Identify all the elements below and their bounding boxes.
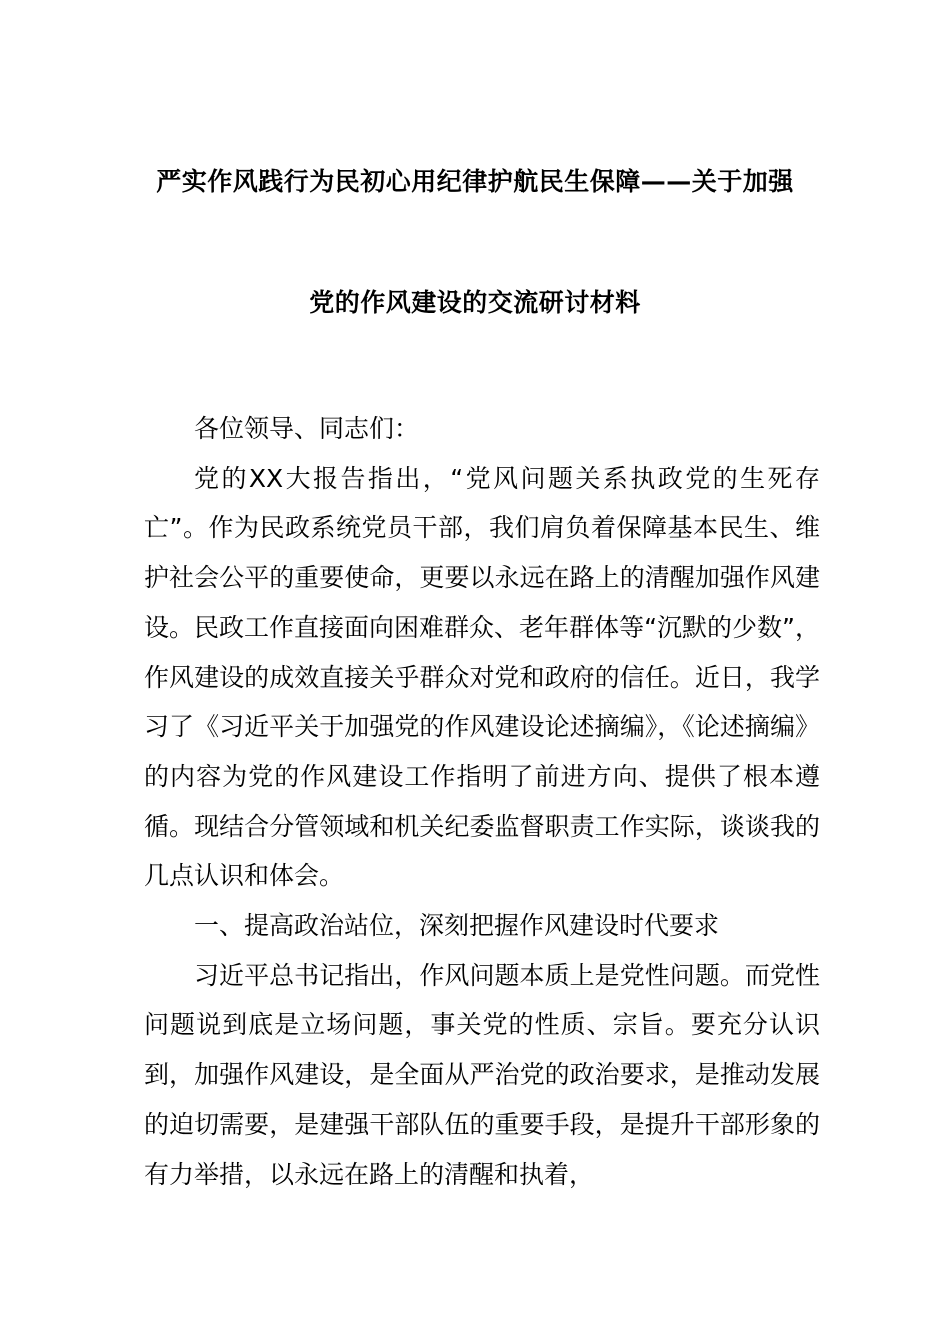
document-body — [144, 404, 820, 1199]
greeting: 各位领导、同志们： — [194, 414, 420, 443]
paragraph-section-1: 习近平总书记指出，作风问题本质上是党性问题。而党性问题说到底是立场问题，事关党的性质、宗旨。要充分认识到，加强作风建设，是全面从严治党的政治要求，是推动发展的迫切需要，是建强干部队伍的重要手段，是提升干部形象的有力举措，以永远在路上的清醒和执着， — [144, 960, 820, 1189]
paragraph-intro: 党的XX大报告指出，“党风问题关系执政党的生死存亡”。作为民政系统党员干部，我们肩负着保障基本民生、维护社会公平的重要使命，更要以永远在路上的清醒加强作风建设。民政工作直接面向困难群众、老年群体等“沉默的少数”，作风建设的成效直接关乎群众对党和政府的信任。近日，我学习了《习近平关于加强党的作风建设论述摘编》，《论述摘编》的内容为党的作风建设工作指明了前进方向、提供了根本遵循。现结合分管领域和机关纪委监督职责工作实际，谈谈我的几点认识和体会。 — [144, 463, 820, 891]
section-heading-1: 一、提高政治站位，深刻把握作风建设时代要求 — [194, 911, 720, 941]
document-title-line-2: 党的作风建设的交流研讨材料 — [309, 288, 641, 317]
document-title-line-1: 严实作风践行为民初心用纪律护航民生保障——关于加强 — [156, 167, 794, 196]
